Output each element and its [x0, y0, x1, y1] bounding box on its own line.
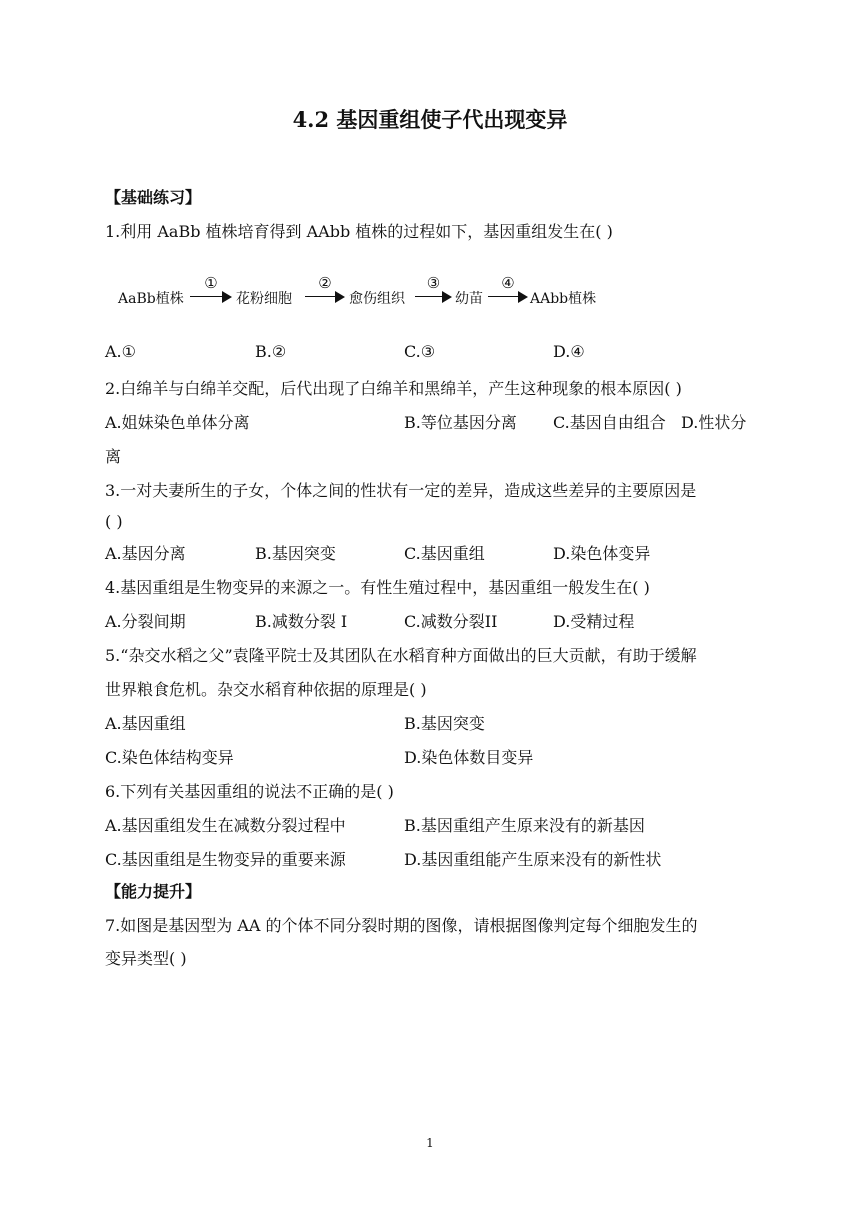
question-6-option-b: B.基因重组产生原来没有的新基因	[404, 816, 645, 835]
question-6-options-row-2	[105, 847, 755, 869]
flow-step-2: ②	[318, 274, 332, 292]
question-7-text-continued: 变异类型( )	[105, 949, 187, 968]
flow-node-5: AAbb植株	[530, 291, 597, 307]
flow-step-1: ①	[204, 274, 218, 292]
question-5-text-continued: 世界粮食危机。杂交水稻育种依据的原理是( )	[105, 680, 427, 699]
question-3-option-b: B.基因突变	[255, 544, 336, 563]
flow-step-3: ③	[426, 274, 441, 292]
flow-node-2: 花粉细胞	[236, 291, 292, 307]
flow-node-4: 幼苗	[455, 291, 483, 307]
question-1-text: 1.利用 AaBb 植株培育得到 AAbb 植株的过程如下，基因重组发生在( )	[105, 222, 613, 241]
question-4-option-c: C.减数分裂II	[404, 612, 498, 631]
question-1-option-b: B.②	[255, 342, 287, 361]
question-6-options-row-1	[105, 813, 755, 835]
question-3-options	[105, 541, 755, 563]
question-6-text: 6.下列有关基因重组的说法不正确的是( )	[105, 782, 394, 801]
flow-node-1: AaBb植株	[118, 291, 184, 307]
page-title: 4.2 基因重组使子代出现变异	[292, 107, 568, 132]
question-4-option-a: A.分裂间期	[105, 612, 186, 631]
question-5-text: 5.“杂交水稻之父”袁隆平院士及其团队在水稻育种方面做出的巨大贡献，有助于缓解	[105, 646, 697, 665]
section-heading-advanced: 【能力提升】	[105, 882, 202, 901]
question-5-option-d: D.染色体数目变异	[404, 748, 534, 767]
question-6-option-c: C.基因重组是生物变异的重要来源	[105, 850, 346, 869]
question-2-option-c: C.基因自由组合	[553, 413, 666, 432]
question-2-option-b: B.等位基因分离	[404, 413, 517, 432]
question-4-option-b: B.减数分裂 I	[255, 612, 348, 631]
question-2-options	[105, 410, 755, 432]
question-5-option-b: B.基因突变	[404, 714, 485, 733]
process-flow-diagram	[118, 274, 638, 314]
question-2-option-a: A.姐妹染色单体分离	[105, 413, 250, 432]
question-5-options-row-2	[105, 745, 755, 767]
question-6-option-a: A.基因重组发生在减数分裂过程中	[105, 816, 346, 835]
question-3-option-d: D.染色体变异	[553, 544, 651, 563]
question-2-text: 2.白绵羊与白绵羊交配，后代出现了白绵羊和黑绵羊，产生这种现象的根本原因( )	[105, 379, 682, 398]
question-3-text-continued: ( )	[105, 512, 123, 531]
page-number: 1	[426, 1136, 434, 1150]
question-2-option-d: D.性状分	[681, 413, 747, 432]
question-1-option-c: C.③	[404, 342, 436, 361]
flow-arrow-4	[488, 274, 528, 304]
flow-step-4: ④	[501, 274, 515, 292]
question-3-text: 3.一对夫妻所生的子女，个体之间的性状有一定的差异，造成这些差异的主要原因是	[105, 481, 697, 500]
flow-arrow-3	[415, 274, 452, 304]
flow-arrow-2	[305, 274, 345, 304]
question-4-text: 4.基因重组是生物变异的来源之一。有性生殖过程中，基因重组一般发生在( )	[105, 578, 650, 597]
question-5-option-a: A.基因重组	[105, 714, 186, 733]
question-5-options-row-1	[105, 711, 755, 733]
flow-node-3: 愈伤组织	[349, 291, 405, 307]
question-7-text: 7.如图是基因型为 AA 的个体不同分裂时期的图像，请根据图像判定每个细胞发生的	[105, 916, 698, 935]
question-3-option-a: A.基因分离	[105, 544, 186, 563]
question-2-option-wrap: 离	[105, 447, 122, 466]
section-heading-basic: 【基础练习】	[105, 188, 202, 207]
question-3-option-c: C.基因重组	[404, 544, 485, 563]
question-4-option-d: D.受精过程	[553, 612, 635, 631]
question-1-options	[105, 342, 755, 364]
question-1-option-d: D.④	[553, 342, 585, 361]
question-4-options	[105, 609, 755, 631]
flow-arrow-1	[190, 274, 232, 304]
question-1-option-a: A.①	[105, 342, 136, 361]
question-6-option-d: D.基因重组能产生原来没有的新性状	[404, 850, 662, 869]
question-5-option-c: C.染色体结构变异	[105, 748, 234, 767]
